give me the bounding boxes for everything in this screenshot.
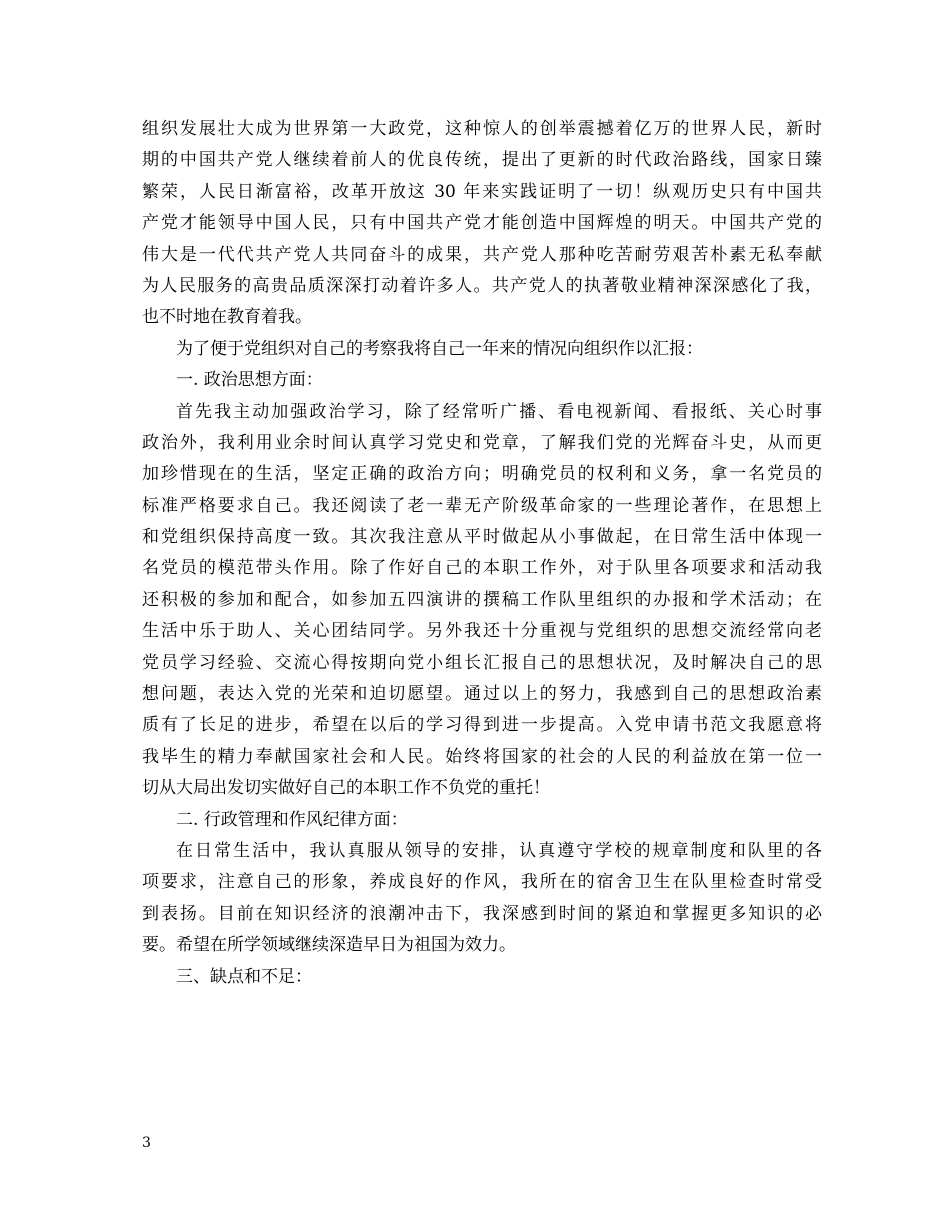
text-line: 切从大局出发切实做好自己的本职工作不负党的重托！ (142, 778, 550, 799)
text-line: 要。希望在所学领域继续深造早日为祖国为效力。 (142, 935, 516, 956)
text-line: 首先我主动加强政治学习，除了经常听广播、看电视新闻、看报纸、关心时事 (176, 401, 822, 422)
text-line: 名党员的模范带头作用。除了作好自己的本职工作外，对于队里各项要求和活动我 (142, 558, 822, 579)
text-line: 政治外，我利用业余时间认真学习党史和党章，了解我们党的光辉奋斗史，从而更 (142, 432, 822, 453)
text-line: 质有了长足的进步，希望在以后的学习得到进一步提高。入党申请书范文我愿意将 (142, 715, 822, 736)
text-line: 我毕生的精力奉献国家社会和人民。始终将国家的社会的人民的利益放在第一位一 (142, 746, 822, 767)
text-line: 还积极的参加和配合，如参加五四演讲的撰稿工作队里组织的办报和学术活动；在 (142, 589, 822, 610)
page-number: 3 (142, 1135, 151, 1151)
text-line: 一. 政治思想方面： (176, 370, 323, 391)
text-line: 组织发展壮大成为世界第一大政党，这种惊人的创举震撼着亿万的世界人民，新时 (142, 119, 822, 139)
text-line: 繁荣，人民日渐富裕，改革开放这 30 年来实践证明了一切！纵观历史只有中国共 (142, 181, 822, 202)
text-line: 为人民服务的高贵品质深深打动着许多人。共产党人的执著敬业精神深深感化了我， (142, 275, 822, 296)
text-line: 和党组织保持高度一致。其次我注意从平时做起从小事做起，在日常生活中体现一 (142, 527, 822, 548)
text-line: 伟大是一代代共产党人共同奋斗的成果，共产党人那种吃苦耐劳艰苦朴素无私奉献 (142, 244, 822, 265)
text-line: 到表扬。目前在知识经济的浪潮冲击下，我深感到时间的紧迫和掌握更多知识的必 (142, 903, 822, 924)
text-line: 生活中乐于助人、关心团结同学。另外我还十分重视与党组织的思想交流经常向老 (142, 621, 822, 642)
text-line: 产党才能领导中国人民，只有中国共产党才能创造中国辉煌的明天。中国共产党的 (142, 213, 822, 234)
text-line: 标准严格要求自己。我还阅读了老一辈无产阶级革命家的一些理论著作，在思想上 (142, 495, 822, 516)
text-line: 想问题，表达入党的光荣和迫切愿望。通过以上的努力，我感到自己的思想政治素 (142, 684, 822, 705)
text-line: 期的中国共产党人继续着前人的优良传统，提出了更新的时代政治路线，国家日臻 (142, 150, 822, 171)
text-line: 项要求，注意自己的形象，养成良好的作风，我所在的宿舍卫生在队里检查时常受 (142, 872, 822, 893)
text-line: 为了便于党组织对自己的考察我将自己一年来的情况向组织作以汇报： (176, 338, 703, 359)
document-body (142, 114, 822, 993)
text-line: 也不时地在教育着我。 (142, 307, 312, 328)
text-line: 党员学习经验、交流心得按期向党小组长汇报自己的思想状况，及时解决自己的思 (142, 652, 822, 673)
text-line: 三、缺点和不足： (176, 966, 312, 987)
text-line: 加珍惜现在的生活，坚定正确的政治方向；明确党员的权利和义务，拿一名党员的 (142, 464, 822, 485)
text-line: 在日常生活中，我认真服从领导的安排，认真遵守学校的规章制度和队里的各 (176, 840, 822, 861)
text-line: 二. 行政管理和作风纪律方面： (176, 809, 408, 830)
